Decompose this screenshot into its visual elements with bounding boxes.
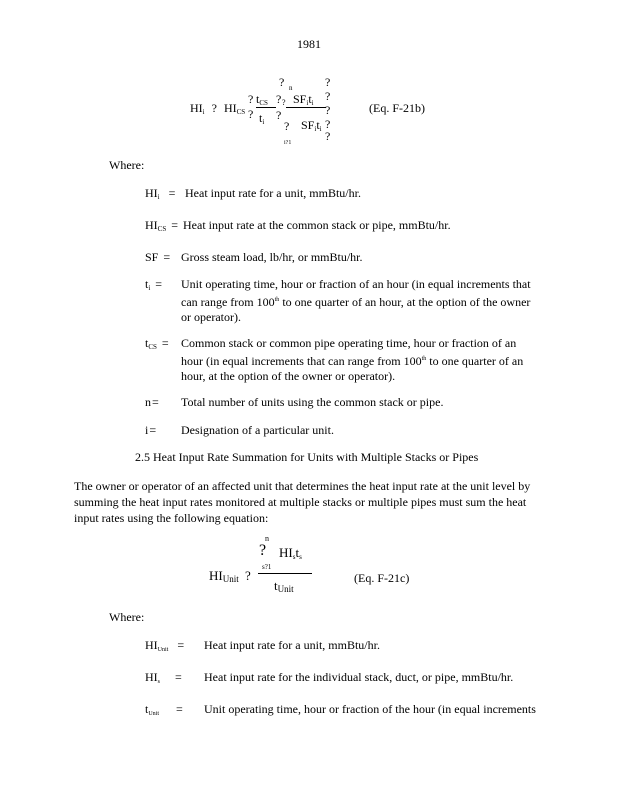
- def-text-n: Total number of units using the common stack or pipe.: [181, 395, 444, 409]
- def-symbol: HI: [145, 670, 158, 684]
- eq-c-sum-upper: n: [265, 534, 269, 543]
- def-text-hi-cs: Heat input rate at the common stack or pipe, mmBtu/hr.: [183, 218, 451, 232]
- eq-c-sum-lower: s?1: [262, 563, 272, 571]
- eq-f21c-label: (Eq. F-21c): [354, 571, 410, 585]
- def-equals: =: [177, 638, 185, 652]
- eq-tcs-symbol: t: [256, 92, 260, 106]
- eq-frac-line-sf: [286, 107, 326, 108]
- def-symbol: HI: [145, 186, 158, 200]
- def-symbol: t: [145, 336, 149, 350]
- eq-lhs-sub: i: [202, 108, 205, 116]
- eq-sf-num-sub: i: [306, 99, 309, 107]
- eq-c-den-t-sub: Unit: [277, 584, 294, 594]
- eq-sum-lower: [284, 133, 291, 148]
- eq-glyph: ?: [284, 119, 290, 133]
- eq-sf-den-sub: i: [314, 125, 317, 133]
- eq-t-num-sub: i: [311, 99, 314, 107]
- eq-c-lhs: [209, 568, 251, 584]
- def-equals: =: [152, 395, 159, 409]
- def-symbol: SF: [145, 250, 159, 264]
- eq-glyph: ?: [325, 129, 331, 143]
- eq-t-den-symbol: t: [316, 118, 320, 132]
- def-text-hi-s: Heat input rate for the individual stack, duct, or pipe, mmBtu/hr.: [204, 670, 514, 684]
- eq-hi-cs-sub: CS: [236, 108, 246, 116]
- eq-c-equals: ?: [244, 568, 251, 583]
- def-equals: =: [168, 186, 176, 200]
- eq-ti-sub: i: [262, 118, 265, 126]
- page-number: 1981: [297, 37, 321, 51]
- eq-glyph: ?: [282, 98, 286, 107]
- eq-c-lhs-sub: Unit: [222, 574, 239, 584]
- def-equals: =: [163, 250, 171, 264]
- def-text-i: Designation of a particular unit.: [181, 423, 334, 437]
- def-symbol-sub: Unit: [148, 711, 160, 717]
- eq-sf-den-symbol: SF: [301, 118, 315, 132]
- eq-frac-line-t: [256, 107, 276, 108]
- eq-sf-num: [293, 92, 314, 107]
- def-symbol: HI: [145, 638, 158, 652]
- def-equals: =: [171, 218, 179, 232]
- eq-tcs: [256, 92, 268, 107]
- eq-sum-upper: n: [289, 84, 293, 92]
- where-label-2: Where:: [109, 610, 145, 624]
- eq-hi-cs: HI: [223, 101, 237, 115]
- eq-glyph: ?: [276, 92, 282, 106]
- def-text-part: to one quarter of an hour, at the option of the owner or operator).: [181, 353, 524, 383]
- def-equals: =: [149, 423, 157, 437]
- eq-equals: ?: [211, 101, 217, 115]
- def-symbol-n: [145, 395, 159, 410]
- def-text-part: to one quarter of an hour, at the option of the owner or operator).: [181, 294, 531, 324]
- def-symbol-sub: Unit: [157, 647, 169, 653]
- section-heading: 2.5 Heat Input Rate Summation for Units with Multiple Stacks or Pipes: [135, 450, 479, 464]
- def-equals: =: [155, 277, 163, 291]
- eq-glyph: ?: [279, 75, 285, 89]
- eq-c-num-hi: HI: [279, 545, 293, 560]
- def-symbol: t: [145, 277, 149, 291]
- eq-sum-lower-text: i?1: [284, 140, 292, 146]
- eq-t-den-sub: i: [319, 125, 322, 133]
- eq-c-lhs-symbol: HI: [209, 568, 223, 583]
- def-text-sf: Gross steam load, lb/hr, or mmBtu/hr.: [181, 250, 363, 264]
- eq-c-numerator: [279, 545, 302, 561]
- def-symbol-i: [145, 423, 156, 438]
- eq-glyph: ?: [325, 103, 331, 117]
- eq-c-num-t-sub: s: [299, 553, 302, 561]
- def-equals: =: [176, 702, 183, 716]
- def-symbol: i: [145, 423, 149, 437]
- def-text-sup: th: [274, 296, 280, 303]
- def-equals: =: [175, 670, 182, 684]
- eq-lhs-symbol: HI: [190, 101, 203, 115]
- def-symbol-sf: [145, 250, 170, 265]
- def-symbol-sub: i: [148, 284, 151, 292]
- eq-glyph: ?: [248, 107, 254, 121]
- eq-glyph: ?: [325, 75, 331, 89]
- def-symbol-t-i: [145, 277, 162, 292]
- def-symbol: n: [145, 395, 151, 409]
- def-text-part: Unit operating time, hour or fraction of an hour (in equal increments that can range from 100: [181, 277, 531, 309]
- def-text-t-unit: Unit operating time, hour or fraction of the hour (in equal increments: [204, 702, 536, 716]
- def-text-hi-unit: Heat input rate for a unit, mmBtu/hr.: [204, 638, 380, 652]
- eq-glyph: ?: [325, 89, 331, 103]
- def-symbol-hi-cs: [145, 218, 178, 233]
- eq-glyph: ?: [325, 117, 331, 131]
- def-text-sup: th: [421, 355, 427, 362]
- eq-f21b-label: (Eq. F-21b): [369, 101, 425, 115]
- eq-tcs-sub: CS: [259, 99, 268, 107]
- def-text-t-i: [181, 277, 541, 326]
- def-symbol-t-unit: [145, 702, 183, 717]
- def-symbol-hi-s: [145, 670, 182, 685]
- eq-c-frac-line: [258, 573, 312, 574]
- eq-ti: [259, 111, 264, 126]
- eq-lhs: [190, 101, 245, 116]
- def-symbol: HI: [145, 218, 158, 232]
- def-text-hi-i: Heat input rate for a unit, mmBtu/hr.: [185, 186, 361, 200]
- def-symbol-sub: CS: [148, 343, 157, 351]
- eq-c-num-hi-sub: s: [292, 553, 296, 561]
- where-label-1: Where:: [109, 158, 145, 172]
- def-symbol-hi-i: [145, 186, 175, 201]
- def-symbol-t-cs: [145, 336, 169, 351]
- def-symbol-sub: i: [157, 193, 160, 201]
- eq-glyph: ?: [248, 92, 254, 106]
- eq-c-den-t: t: [274, 578, 278, 593]
- body-paragraph: The owner or operator of an affected unit that determines the heat input rate at the unit level by summing the heat input rates monitored at multiple stacks or multiple pipes must sum the heat input rates using the following equation:: [74, 479, 531, 525]
- eq-t-num-symbol: t: [308, 92, 312, 106]
- def-equals: =: [161, 336, 169, 350]
- def-symbol-sub: s: [157, 679, 161, 685]
- eq-c-num-t: t: [295, 545, 300, 560]
- def-symbol-hi-unit: [145, 638, 184, 653]
- eq-c-sum-symbol: ?: [259, 542, 267, 559]
- def-text-t-cs: [181, 336, 536, 385]
- eq-c-denominator: [274, 578, 294, 594]
- def-text-part: Common stack or common pipe operating time, hour or fraction of an hour (in equal increments that can range from 100: [181, 336, 517, 368]
- def-symbol: t: [145, 702, 149, 716]
- def-symbol-sub: CS: [157, 225, 167, 233]
- eq-sf-den: [301, 118, 322, 133]
- eq-glyph: ?: [276, 108, 282, 122]
- eq-sf-num-symbol: SF: [293, 92, 307, 106]
- eq-ti-symbol: t: [259, 111, 263, 125]
